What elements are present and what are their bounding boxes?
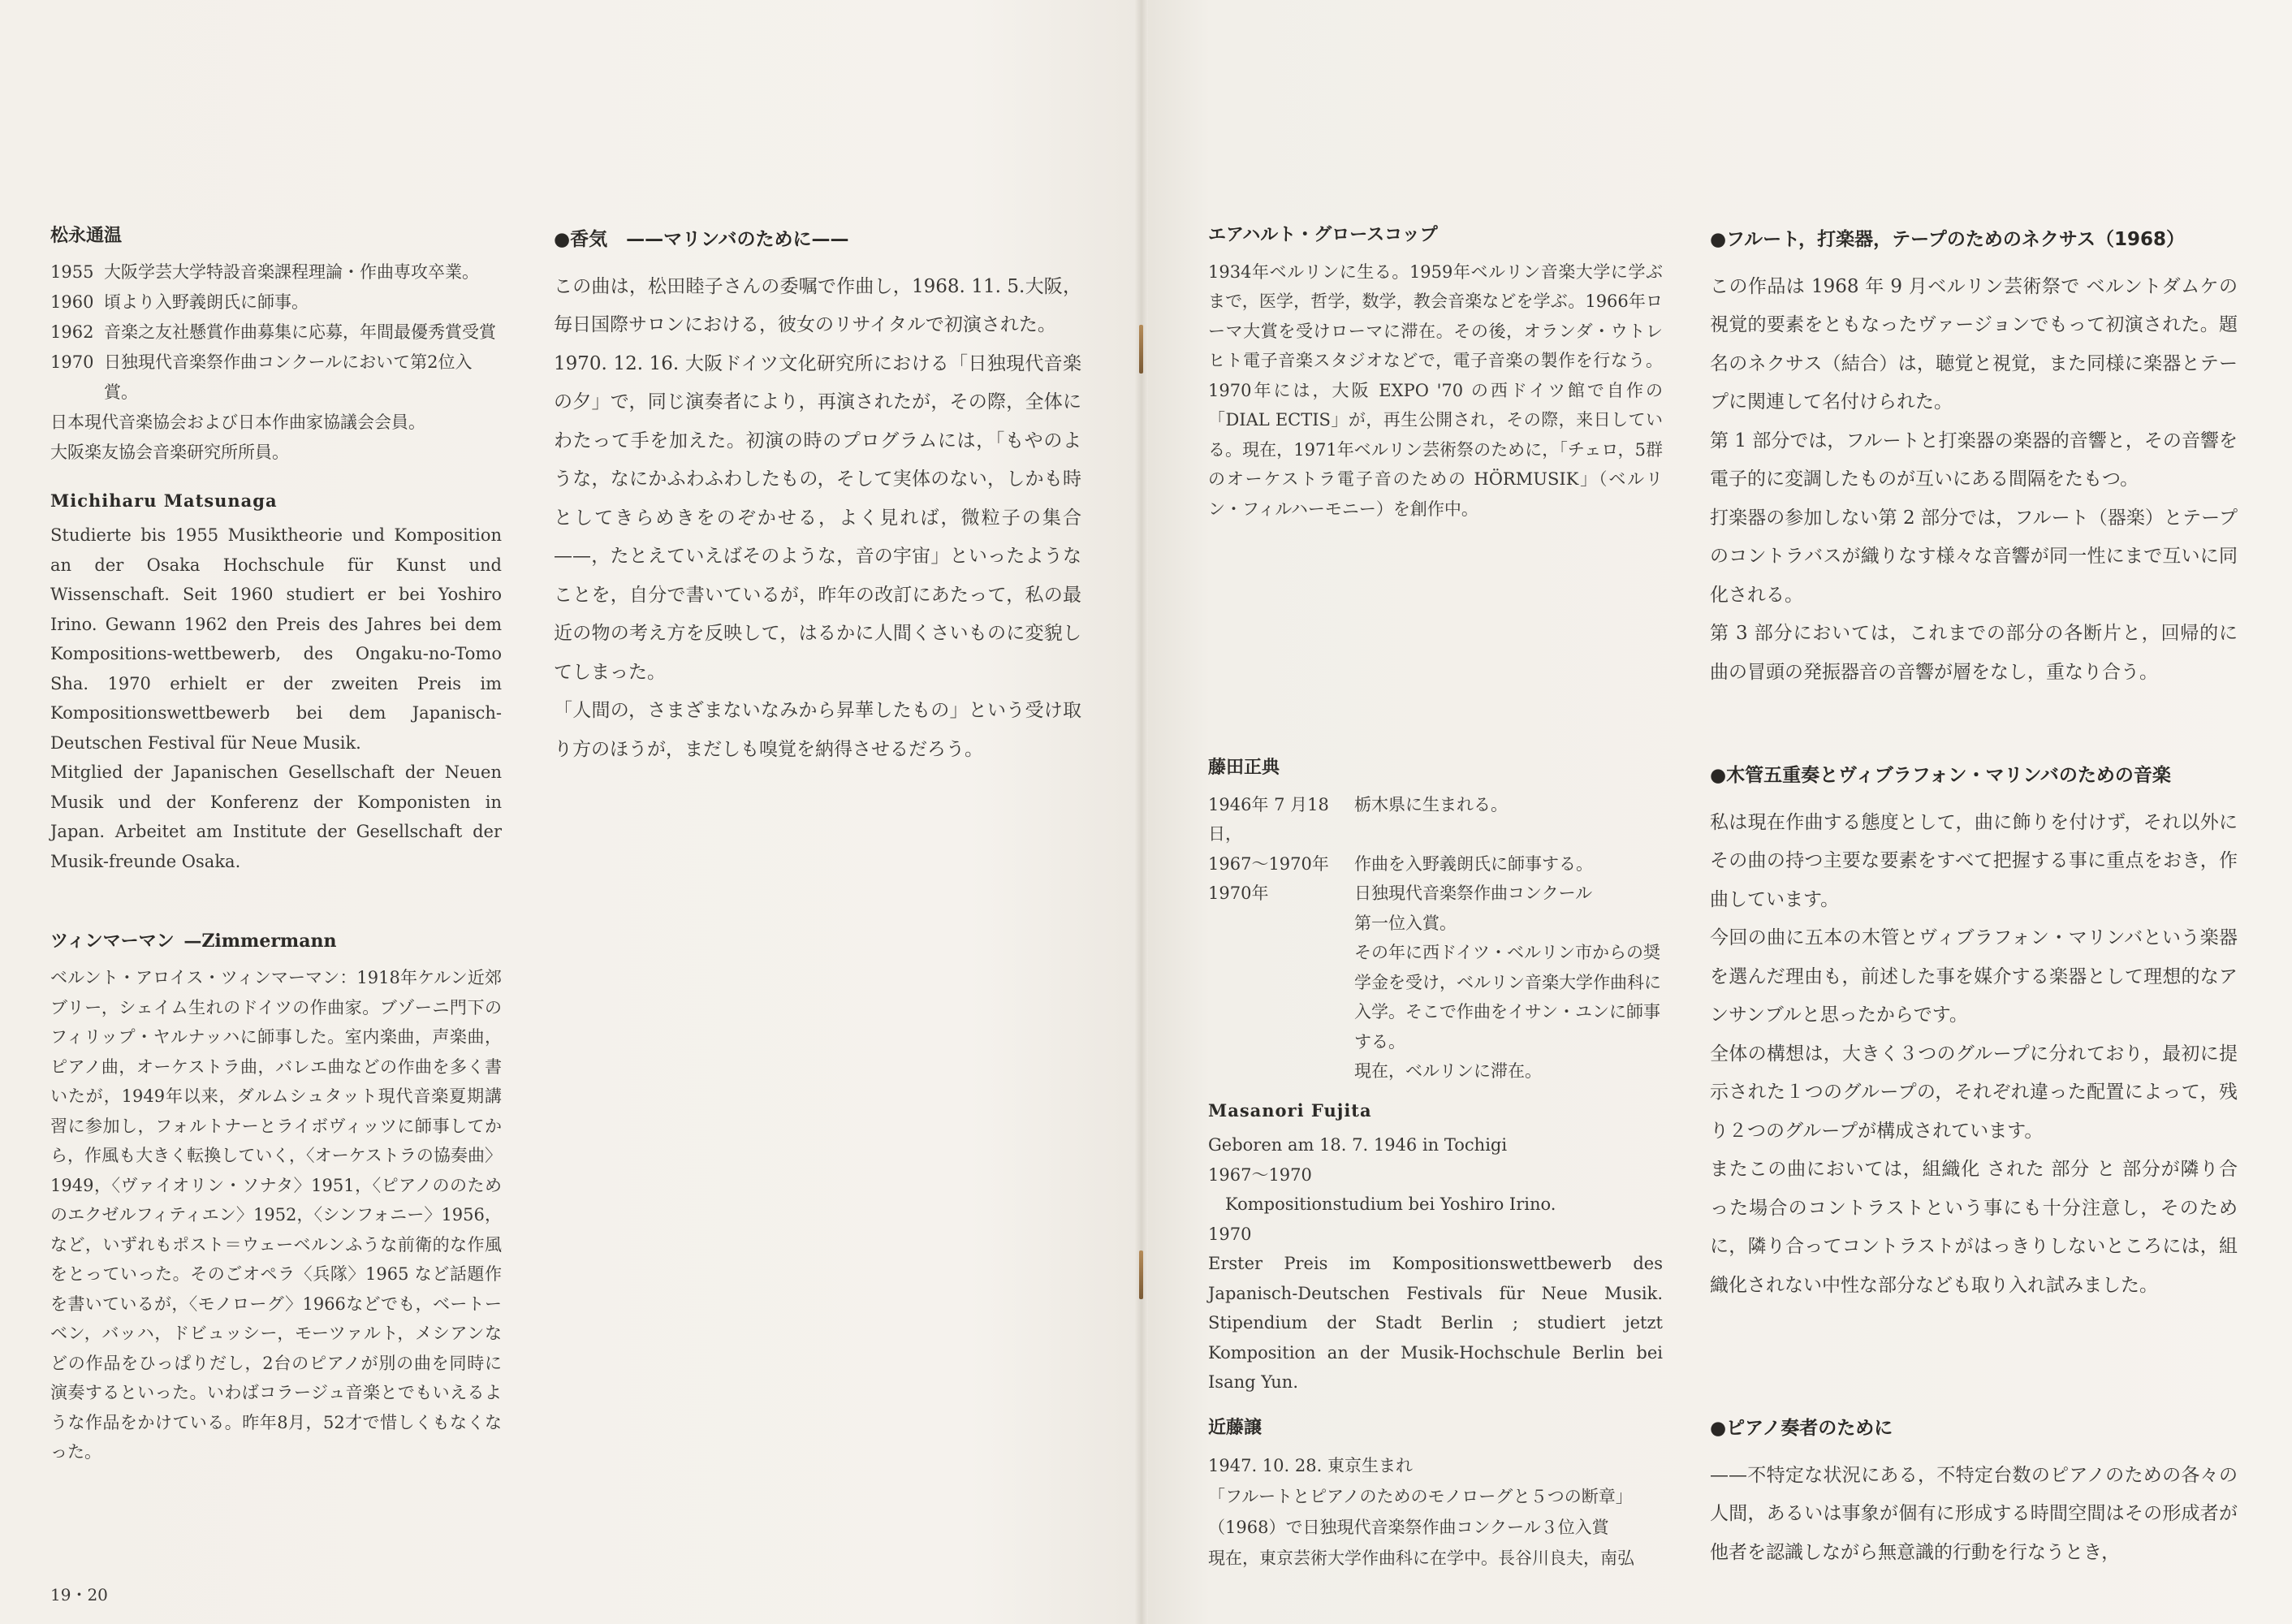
- timeline-row: 1955 大阪学芸大学特設音楽課程理論・作曲専攻卒業。: [50, 262, 479, 282]
- kondo-line: 1947. 10. 28. 東京生まれ: [1208, 1456, 1413, 1475]
- matsunaga-bio-de: Studierte bis 1955 Musiktheorie und Komposition an der Osaka Hochschule für Kunst und Wissenschaft. Seit 1960 studiert er bei Yoshiro Irino. Gewann 1962 den Preis des Jahres bei dem Kompositions-wettbewerb, des Ongaku-no-Tomo Sha. 1970 erhielt er der zweiten Preis im Kompositionswettbewerb bei dem Japanisch-Deutschen Festival für Neue Musik.: [50, 525, 502, 753]
- nexus-paragraph: この作品は 1968 年 9 月ベルリン芸術祭で ベルントダムケの視覚的要素をともなったヴァージョンでもって初演された。題名のネクサス（結合）は，聴覚と視覚，また同様に楽器とテープに関連して名付けられた。: [1710, 275, 2238, 412]
- piano-title: ●ピアノ奏者のために: [1710, 1418, 1893, 1439]
- timeline-row: 1970 日独現代音楽祭作曲コンクールにおいて第2位入賞。: [50, 352, 473, 402]
- kouki-title: ●香気 ——マリンバのために——: [554, 229, 849, 250]
- zimmermann-bio: ベルント・アロイス・ツィンマーマン：1918年ケルン近郊ブリー，シェイム生れのドイツの作曲家。ブゾーニ門下のフィリップ・ヤルナッハに師事した。室内楽曲，声楽曲，ピアノ曲，オーケストラ曲，バレエ曲などの作曲を多く書いたが，1949年以来，ダルムシュタット現代音楽夏期講習に参加し，フォルトナーとライボヴィッツに師事してから，作風も大きく転換していく，〈オーケストラの協奏曲〉1949，〈ヴァイオリン・ソナタ〉1951，〈ピアノののためのエクゼルフィティエン〉1952，〈シンフォニー〉1956，など，いずれもポスト＝ウェーベルンふうな前衛的な作風をとっていった。そのごオペラ〈兵隊〉1965 など話題作を書いているが，〈モノローグ〉1966などでも，ベートーベン，バッハ，ドビュッシー，モーツァルト，メシアンなどの作品をひっぱりだし，2台のピアノが別の曲を同時に演奏するといった。いわばコラージュ音楽とでもいえるような作品をかけている。昨年8月，52才で惜しくもなくなった。: [50, 968, 502, 1462]
- column-left-bios: [50, 221, 502, 1467]
- kouki-paragraph: 1970. 12. 16. 大阪ドイツ文化研究所における「日独現代音楽の夕」で，同じ演奏者により，再演されたが，その際，全体にわたって手を加えた。初演の時のプログラムには，「もやのような，なにかふわふわしたもの，そして実体のない，しかも時としてきらめきをのぞかせる，よく見れば，微粒子の集合——，たとえていえばそのような，音の宇宙」といったようなことを，自分で書いているが，昨年の改訂にあたって，私の最近の物の考え方を反映して，はるかに人間くさいものに変貌してしまった。: [554, 352, 1081, 683]
- timeline-row: 1962 音楽之友社懸賞作曲募集に応募，年間最優秀賞受賞: [50, 322, 496, 342]
- fujita-name-jp: 藤田正典: [1208, 758, 1280, 778]
- page-number: 19・20: [50, 1585, 108, 1605]
- mokkan-title: ●木管五重奏とヴィブラフォン・マリンバのための音楽: [1710, 765, 2171, 786]
- fujita-row: 1946年 7 月18日， 栃木県に生まれる。: [1208, 794, 1508, 844]
- staple-top: [1139, 325, 1143, 374]
- kondo-line: 「フルートとピアノのためのモノローグと５つの断章」（1968）で日独現代音楽祭作曲コンクール３位入賞: [1208, 1487, 1633, 1537]
- fujita-section: [1208, 754, 1663, 1397]
- matsunaga-timeline: [50, 257, 502, 468]
- piano-section: [1710, 1410, 2238, 1572]
- mokkan-paragraph: 今回の曲に五本の木管とヴィブラフォン・マリンバという楽器を選んだ理由も，前述した事を媒介する楽器として理想的なアンサンブルと思ったからです。: [1710, 927, 2238, 1026]
- fujita-row: その年に西ドイツ・ベルリン市からの奨学金を受け，ベルリン音楽大学作曲科に入学。そこで作曲をイサン・ユンに師事する。: [1354, 943, 1661, 1052]
- fujita-bio-de: Erster Preis im Kompositionswettbewerb des Japanisch-Deutschen Festivals für Neue Musik. Stipendium der Stadt Berlin ; studiert jetzt Komposition an der Musik-Hochschule Berlin bei Isang Yun.: [1208, 1254, 1663, 1392]
- fujita-row: 現在，ベルリンに滞在。: [1354, 1061, 1542, 1081]
- matsunaga-name-de: Michiharu Matsunaga: [50, 490, 278, 511]
- fujita-de-line: 1967〜1970: [1208, 1164, 1312, 1185]
- nexus-paragraph: 第 3 部分においては，これまでの部分の各断片と，回帰的に曲の冒頭の発振器音の音響が層をなし，重なり合う。: [1710, 623, 2238, 683]
- fujita-de-line: Geboren am 18. 7. 1946 in Tochigi: [1208, 1135, 1508, 1155]
- fujita-name-de: Masanori Fujita: [1208, 1099, 1372, 1121]
- fujita-de-line: 1970: [1208, 1224, 1252, 1244]
- nexus-paragraph: 第 1 部分では，フルートと打楽器の楽器的音響と，その音響を電子的に変調したものが互いにある間隔をたもつ。: [1710, 430, 2238, 490]
- timeline-row: 1960 頃より入野義朗氏に師事。: [50, 292, 309, 312]
- matsunaga-note: 日本現代音楽協会および日本作曲家協議会会員。: [50, 412, 425, 432]
- matsunaga-name-jp: 松永通温: [50, 226, 123, 246]
- staple-bottom: [1139, 1250, 1143, 1299]
- grosskopf-name: エアハルト・グロースコップ: [1208, 225, 1438, 245]
- column-right-bios: [1208, 221, 1663, 524]
- mokkan-section: [1710, 757, 2238, 1305]
- zimmermann-heading-jp: ツィンマーマン: [50, 931, 175, 952]
- nexus-paragraph: 打楽器の参加しない第 2 部分では，フルート（器楽）とテープのコントラバスが織りなす様々な音響が同一性にまで互いに同化される。: [1710, 507, 2238, 606]
- zimmermann-heading: [50, 926, 502, 957]
- fujita-row: 第一位入賞。: [1354, 913, 1457, 933]
- kouki-paragraph: この曲は，松田睦子さんの委嘱で作曲し，1968. 11. 5.大阪，毎日国際サロンにおける，彼女のリサイタルで初演された。: [554, 275, 1081, 335]
- kondo-section: [1208, 1413, 1663, 1574]
- kouki-paragraph: 「人間の，さまざまないなみから昇華したもの」という受け取り方のほうが，まだしも嗅覚を納得させるだろう。: [554, 700, 1081, 760]
- kondo-line: 現在，東京芸術大学作曲科に在学中。長谷川良夫，南弘: [1208, 1548, 1634, 1568]
- nexus-title: ●フルート，打楽器，テープのためのネクサス（1968）: [1710, 229, 2186, 250]
- fujita-row: 1967〜1970年 作曲を入野義朗氏に師事する。: [1208, 853, 1593, 874]
- matsunaga-bio-de-2: Mitglied der Japanischen Gesellschaft der Neuen Musik und der Konferenz der Komponisten in Japan. Arbeitet am Institute der Gesellschaft der Musik-freunde Osaka.: [50, 762, 502, 871]
- column-kouki: [554, 221, 1081, 769]
- zimmermann-heading-en: —Zimmermann: [183, 931, 337, 952]
- mokkan-paragraph: 全体の構想は，大きく３つのグループに分れており，最初に提示された１つのグループの，それぞれ違った配置によって，残り２つのグループが構成されています。: [1710, 1043, 2238, 1142]
- mokkan-paragraph: またこの曲においては，組織化 された 部分 と 部分が隣り合った場合のコントラストという事にも十分注意し，そのために，隣り合ってコントラストがはっきりしないところには，組織化されない中性な部分なども取り入れ試みました。: [1710, 1159, 2238, 1296]
- matsunaga-note: 大阪楽友協会音楽研究所所員。: [50, 443, 289, 462]
- mokkan-paragraph: 私は現在作曲する態度として，曲に飾りを付けず，それ以外にその曲の持つ主要な要素をすべて把握する事に重点をおき，作曲しています。: [1710, 811, 2238, 910]
- nexus-section: [1710, 221, 2238, 692]
- fujita-row: 1970年 日独現代音楽祭作曲コンクール: [1208, 883, 1593, 903]
- piano-paragraph: ——不特定な状況にある，不特定台数のピアノのための各々の人間，あるいは事象が個有に形成する時間空間はその形成者が他者を認識しながら無意識的行動を行なうとき，: [1710, 1464, 2238, 1563]
- fujita-de-line: Kompositionstudium bei Yoshiro Irino.: [1208, 1194, 1556, 1214]
- page-fold: [1135, 0, 1148, 1624]
- grosskopf-bio: 1934年ベルリンに生る。1959年ベルリン音楽大学に学ぶまで，医学，哲学，数学，教会音楽などを学ぶ。1966年ローマ大賞を受けローマに滞在。その後，オランダ・ウトレヒト電子音楽スタジオなどで，電子音楽の製作を行なう。1970年には，大阪 EXPO '70 の西ドイツ館で自作の「DIAL ECTIS」が，再生公開され，その際，来日している。現在，1971年ベルリン芸術祭のために，「チェロ，5群のオーケストラ電子音のための HÖRMUSIK」（ベルリン・フィルハーモニー）を創作中。: [1208, 261, 1663, 519]
- kondo-name: 近藤譲: [1208, 1418, 1263, 1438]
